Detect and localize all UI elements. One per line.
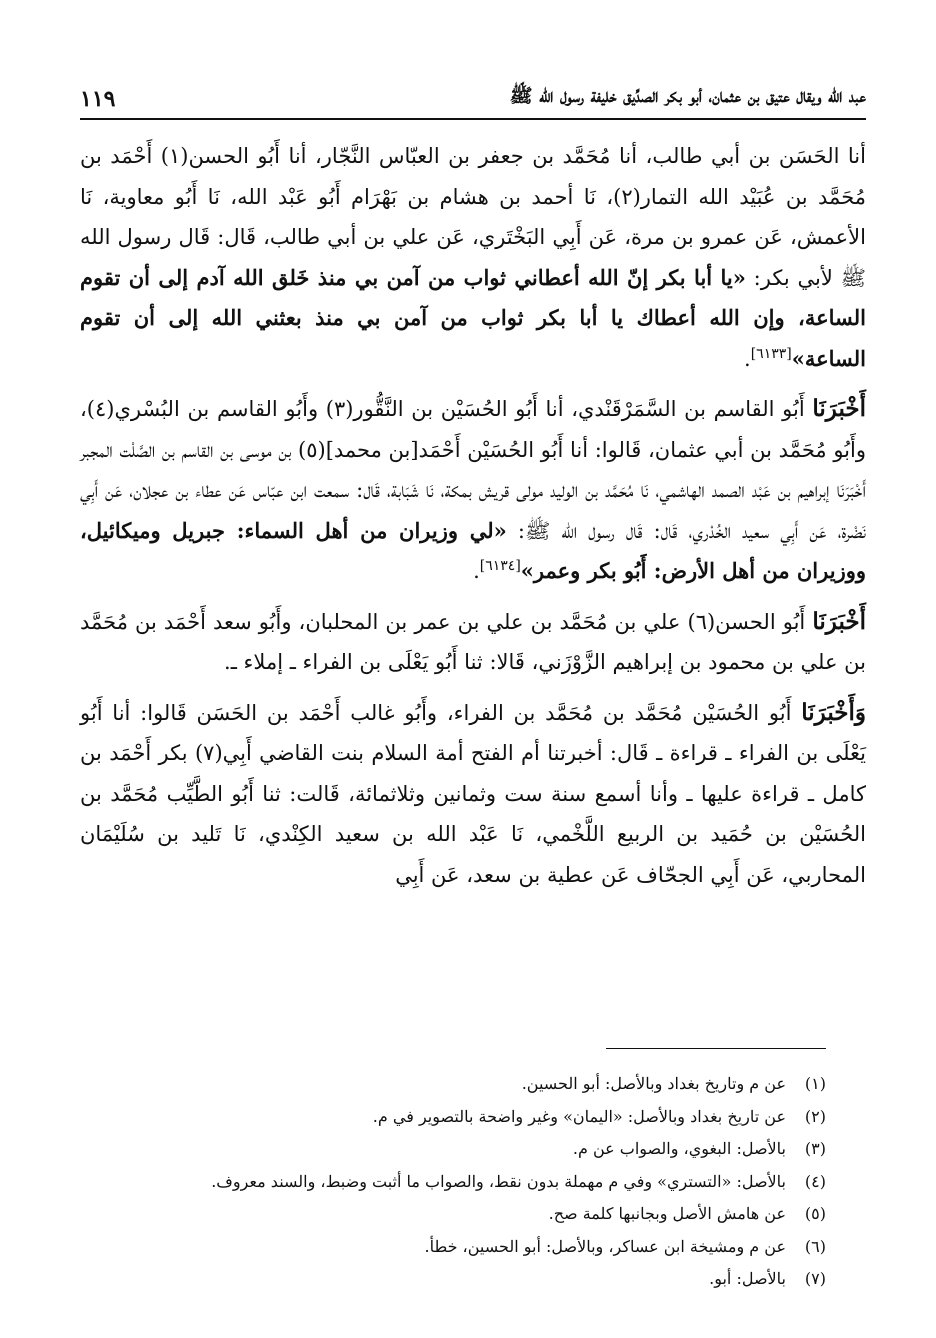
page-header [80,78,866,120]
paragraph [80,693,866,896]
paragraph-end: . [473,559,480,583]
paragraph-lead: وَأَخْبَرَنَا [801,698,866,726]
footnote-text: عن تاريخ بغداد وبالأصل: «اليمان» وغير واضحة بالتصوير في م. [372,1106,786,1126]
paragraph-text: أنا الحَسَن بن أبي طالب، أنا مُحَمَّد بن جعفر بن العبّاس النَّجّار، أنا أَبُو الحسن(١) أَحْمَد بن مُحَمَّد بن عُبَيْد الله التمار(٢)، نَا أحمد بن هشام بن بَهْرَام أَبُو عَبْد الله، نَا أَبُو معاوية، نَا الأعمش، عَن عمرو بن مرة، عَن أَبِي البَخْتَري، عَن علي بن أبي طالب، قَال: قَال رسول الله ﷺ لأبي بكر: [80,144,867,290]
footnote-number: (٧) [804,1269,826,1288]
hadith-text: «يا أبا بكر إنّ الله أعطاني ثواب من آمن بي منذ خَلق الله آدم إلى أن تقوم الساعة، وإن الله أعطاك يا أبا بكر ثواب من آمن بي منذ بعثني الله إلى أن تقوم الساعة» [80,264,866,371]
footnote-number: (١) [804,1074,826,1093]
footnote-number: (٥) [804,1204,826,1223]
paragraph [80,389,866,592]
footnote-number: (٦) [804,1236,826,1256]
footnote [80,1198,826,1231]
footnote-text: بالأصل: البغوي، والصواب عن م. [572,1139,786,1158]
footnote [80,1133,826,1166]
hadith-reference: [٦١٣٤] [479,558,521,574]
paragraph-end: . [744,346,751,371]
paragraph-text: أَبُو الحسن(٦) علي بن مُحَمَّد بن علي بن عمر بن المحلبان، وأَبُو سعد أَحْمَد بن مُحَمَّد بن علي بن محمود بن إبراهيم الزَّوْزَني، قَالا: ثنا أَبُو يَعْلَى بن الفراء ـ إملاء ـ. [80,609,866,674]
page-number: ١١٩ [80,86,116,112]
hadith-text: «لي وزيران من أهل السماء: جبريل وميكائيل، ووزيران من أهل الأرض: أَبُو بكر وعمر» [80,517,866,583]
footnote-text: عن هامش الأصل وبجانبها كلمة صح. [548,1204,786,1223]
footnote-text: عن م وتاريخ بغداد وبالأصل: أبو الحسين. [521,1074,786,1093]
footnote-text: بالأصل: أبو. [709,1269,786,1288]
footnote [80,1231,826,1264]
footnote-number: (٣) [804,1139,826,1158]
footnote-number: (٢) [804,1106,826,1126]
footnotes [80,1068,826,1296]
footnote-text: عن م ومشيخة ابن عساكر، وبالأصل: أبو الحسين، خطأ. [424,1236,786,1256]
paragraph-text: أَبُو الحُسَيْن مُحَمَّد بن مُحَمَّد بن الفراء، وأَبُو غالب أَحْمَد بن الحَسَن قَالوا: أنا أَبُو يَعْلَى بن الفراء ـ قراءة ـ قَال: أخبرتنا أم الفتح أمة السلام بنت القاضي أَبِي(٧) بكر أَحْمَد بن كامل ـ قراءة عليها ـ وأنا أسمع سنة ست وثمانين وثلاثمائة، قَالت: ثنا أَبُو الطَّيِّب مُحَمَّد بن الحُسَيْن بن حُمَيد بن الربيع اللَّخْمي، نَا عَبْد الله بن سعيد الكِنْدي، نَا تَليد بن سُلَيْمَان المحاربي، عَن أَبِي الجحّاف عَن عطية بن سعد، عَن أَبِي [80,700,866,887]
paragraph-lead: أَخْبَرَنَا [812,607,866,635]
hadith-reference: [٦١٣٣] [750,345,792,362]
footnote [80,1263,826,1296]
footnote-text: بالأصل: «التستري» وفي م مهملة بدون نقط، والصواب ما أثبت وضبط، والسند معروف. [211,1171,786,1191]
paragraph-lead: أَخْبَرَنَا [812,395,866,422]
paragraph-text: أَبُو القاسم بن السَّمَرْقَنْدي، أنا أَبُو الحُسَيْن بن النَّقُّور(٣) وأَبُو القاسم بن البُسْري(٤)، وأَبُو مُحَمَّد بن أبي عثمان، قَالوا: أنا أَبُو الحُسَيْن أَحْمَد[بن محمد](٥) بن موسى بن القاسم بن الصَّلْت المجبر أَخْبَرَنَا إبراهيم بن عَبْد الصمد الهاشمي، نَا مُحَمَّد بن الوليد مولى قريش بمكة، نَا شَبَابة، قَال: سمعت ابن عبّاس عَن عطاء بن عجلان، عَن أَبِي نَضْرة، عَن أَبِي سعيد الخُدْري، قَال: قَال رسول الله ﷺ: [80,397,866,543]
running-title: عبد الله ويقال عتيق بن عثمان، أبو بكر الصدِّيق خليفة رسول الله ﷺ [509,85,866,107]
footnote [80,1166,826,1199]
footnote [80,1101,826,1134]
main-text [80,136,866,905]
footnote-divider [606,1048,826,1049]
footnote-number: (٤) [804,1171,826,1191]
paragraph [80,136,866,379]
paragraph [80,602,866,683]
footnote [80,1068,826,1101]
